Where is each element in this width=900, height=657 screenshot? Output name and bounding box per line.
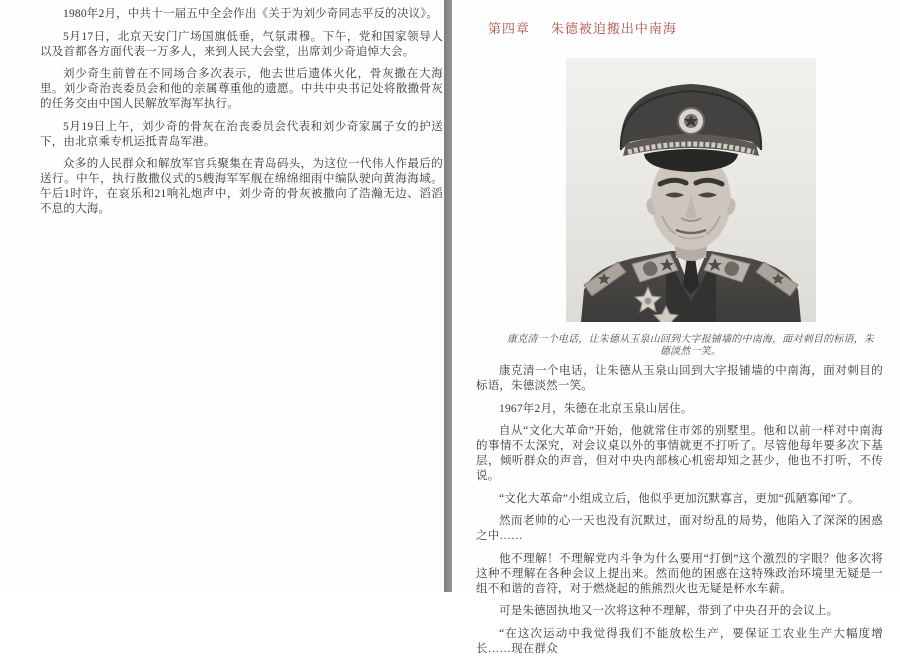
paragraph: 他不理解！不理解党内斗争为什么要用“打倒”这个激烈的字眼？他多次将这种不理解在各种会议上提出来。然而他的困惑在这特殊政治环境里无疑是一组不和谐的音符，对于燃烧起的熊熊烈火也无疑是杯水车薪。 [476,552,883,595]
right-page-text [476,364,883,657]
paragraph: 5月17日，北京天安门广场国旗低垂，气氛肃穆。下午，党和国家领导人以及首都各方面代表一万多人，来到人民大会堂，出席刘少奇追悼大会。 [40,30,443,58]
paragraph: 然而老帅的心一天也没有沉默过，面对纷乱的局势，他陷入了深深的困惑之中…… [476,515,883,542]
page-left [0,0,444,592]
left-page-text [40,7,443,217]
paragraph: “在这次运动中我觉得我们不能放松生产，要保证工农业生产大幅度增长……现在群众 [476,627,883,655]
portrait-photo [566,58,816,322]
paragraph: 自从“文化大革命”开始，他就常住市郊的别墅里。他和以前一样对中南海的事情不太深究，对会议桌以外的事情就更不打听了。尽管他每年要多次下基层，倾听群众的声音，但对中央内部核心机密却知之甚少，他也不打听，不传说。 [476,425,883,482]
chapter-title: 朱德被迫搬出中南海 [550,21,677,36]
page-gutter-divider [444,0,452,592]
paragraph: 5月19日上午，刘少奇的骨灰在治丧委员会代表和刘少奇家属子女的护送下，由北京乘专机运抵青岛军港。 [40,120,443,148]
zhu-de-portrait-illustration [566,58,816,322]
photo-caption: 康克清一个电话，让朱德从玉泉山回到大字报铺墙的中南海，面对刺目的标语，朱德淡然一笑。 [506,334,875,357]
paragraph: 众多的人民群众和解放军官兵聚集在青岛码头，为这位一代伟人作最后的送行。中午，执行散撒仪式的5艘海军军舰在绵绵细雨中编队驶向黄海海域。午后1时许，在哀乐和21响礼炮声中，刘少奇的骨灰被撒向了浩瀚无边、滔滔不息的大海。 [40,158,443,215]
paragraph: 刘少奇生前曾在不同场合多次表示，他去世后遗体火化，骨灰撒在大海里。刘少奇治丧委员会和他的亲属尊重他的遗愿。中共中央书记处将散撒骨灰的任务交由中国人民解放军海军执行。 [40,68,443,110]
chapter-heading [488,18,883,37]
paragraph: “文化大革命”小组成立后，他似乎更加沉默寡言，更加“孤陋寡闻”了。 [499,492,860,505]
paragraph: 康克清一个电话，让朱德从玉泉山回到大字报铺墙的中南海，面对刺目的标语，朱德淡然一笑。 [476,365,883,392]
chapter-number: 第四章 [488,21,531,36]
paragraph: 可是朱德固执地又一次将这种不理解，带到了中央召开的会议上。 [499,605,839,617]
paragraph: 1967年2月，朱德在北京玉泉山居住。 [499,402,693,415]
page-right [452,0,900,655]
paragraph: 1980年2月，中共十一届五中全会作出《关于为刘少奇同志平反的决议》。 [63,8,438,20]
